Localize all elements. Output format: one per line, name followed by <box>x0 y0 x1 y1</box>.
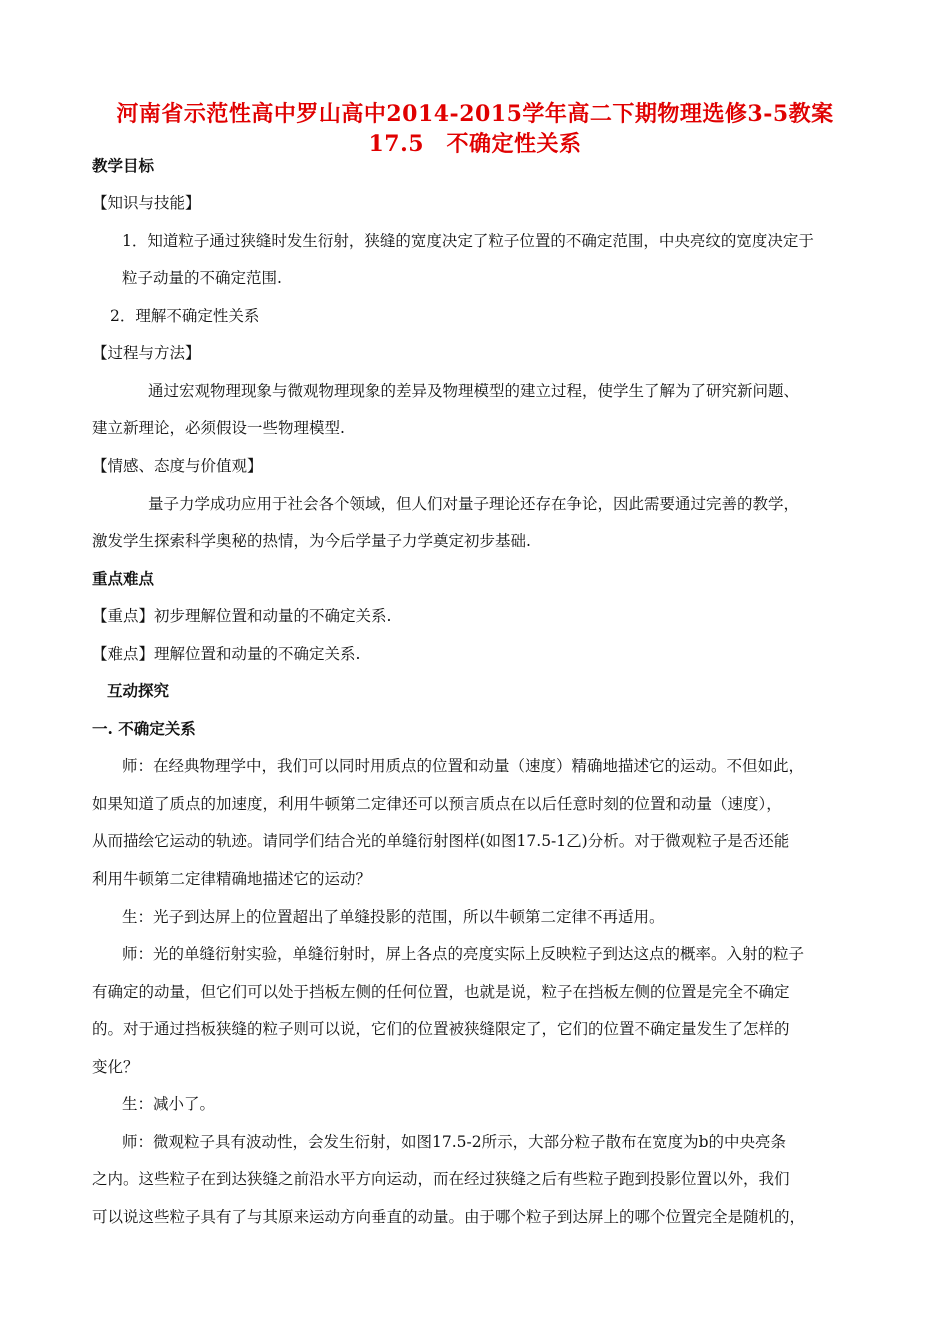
subheading-process-method: 【过程与方法】 <box>92 344 201 362</box>
paragraph-line: 从而描绘它运动的轨迹。请同学们结合光的单缝衍射图样(如图17.5-1乙)分析。对于微观粒子是否还能 <box>92 832 790 850</box>
section-heading-key-points: 重点难点 <box>92 569 155 588</box>
paragraph-line: 生：减小了。 <box>122 1095 216 1113</box>
paragraph-line: 建立新理论，必须假设一些物理模型. <box>92 419 345 437</box>
paragraph-line: 有确定的动量，但它们可以处于挡板左侧的任何位置，也就是说，粒子在挡板左侧的位置是完全不确定 <box>92 983 790 1001</box>
paragraph-line: 师：微观粒子具有波动性，会发生衍射，如图17.5-2所示，大部分粒子散布在宽度为b的中央亮条 <box>122 1133 787 1151</box>
paragraph-line: 的。对于通过挡板狭缝的粒子则可以说，它们的位置被狭缝限定了，它们的位置不确定量发生了怎样的 <box>92 1020 790 1038</box>
paragraph-line: 2．理解不确定性关系 <box>110 307 260 325</box>
paragraph-line: 生：光子到达屏上的位置超出了单缝投影的范围，所以牛顿第二定律不再适用。 <box>122 908 665 926</box>
paragraph-line: 变化？ <box>92 1058 139 1076</box>
paragraph-line: 激发学生探索科学奥秘的热情，为今后学量子力学奠定初步基础. <box>92 532 531 550</box>
paragraph-line: 师：光的单缝衍射实验，单缝衍射时，屏上各点的亮度实际上反映粒子到达这点的概率。入射的粒子 <box>122 945 805 963</box>
paragraph-line: 【难点】理解位置和动量的不确定关系. <box>92 645 361 663</box>
title-line-1: 河南省示范性高中罗山高中2014-2015学年高二下期物理选修3-5教案 <box>116 101 834 127</box>
paragraph-line: 1．知道粒子通过狭缝时发生衍射，狭缝的宽度决定了粒子位置的不确定范围，中央亮纹的宽度决定于 <box>122 232 814 250</box>
subheading-emotion-values: 【情感、态度与价值观】 <box>92 457 263 475</box>
paragraph-line: 【重点】初步理解位置和动量的不确定关系. <box>92 607 392 625</box>
paragraph-line: 之内。这些粒子在到达狭缝之前沿水平方向运动，而在经过狭缝之后有些粒子跑到投影位置以外，我们 <box>92 1170 790 1188</box>
paragraph-line: 利用牛顿第二定律精确地描述它的运动？ <box>92 870 372 888</box>
section-heading-interactive: 互动探究 <box>107 681 170 700</box>
subheading-knowledge-skills: 【知识与技能】 <box>92 194 201 212</box>
paragraph-line: 粒子动量的不确定范围. <box>122 269 282 287</box>
paragraph-line: 通过宏观物理现象与微观物理现象的差异及物理模型的建立过程，使学生了解为了研究新问题、 <box>148 382 800 400</box>
section-heading-uncertainty: 一. 不确定关系 <box>92 719 196 738</box>
title-line-2: 17.5 不确定性关系 <box>368 131 582 157</box>
paragraph-line: 量子力学成功应用于社会各个领域，但人们对量子理论还存在争论，因此需要通过完善的教学， <box>148 495 800 513</box>
paragraph-line: 师：在经典物理学中，我们可以同时用质点的位置和动量（速度）精确地描述它的运动。不但如此， <box>122 757 805 775</box>
section-heading-teaching-goals: 教学目标 <box>92 156 155 175</box>
paragraph-line: 如果知道了质点的加速度，利用牛顿第二定律还可以预言质点在以后任意时刻的位置和动量（速度）， <box>92 795 782 813</box>
paragraph-line: 可以说这些粒子具有了与其原来运动方向垂直的动量。由于哪个粒子到达屏上的哪个位置完全是随机的， <box>92 1208 806 1226</box>
